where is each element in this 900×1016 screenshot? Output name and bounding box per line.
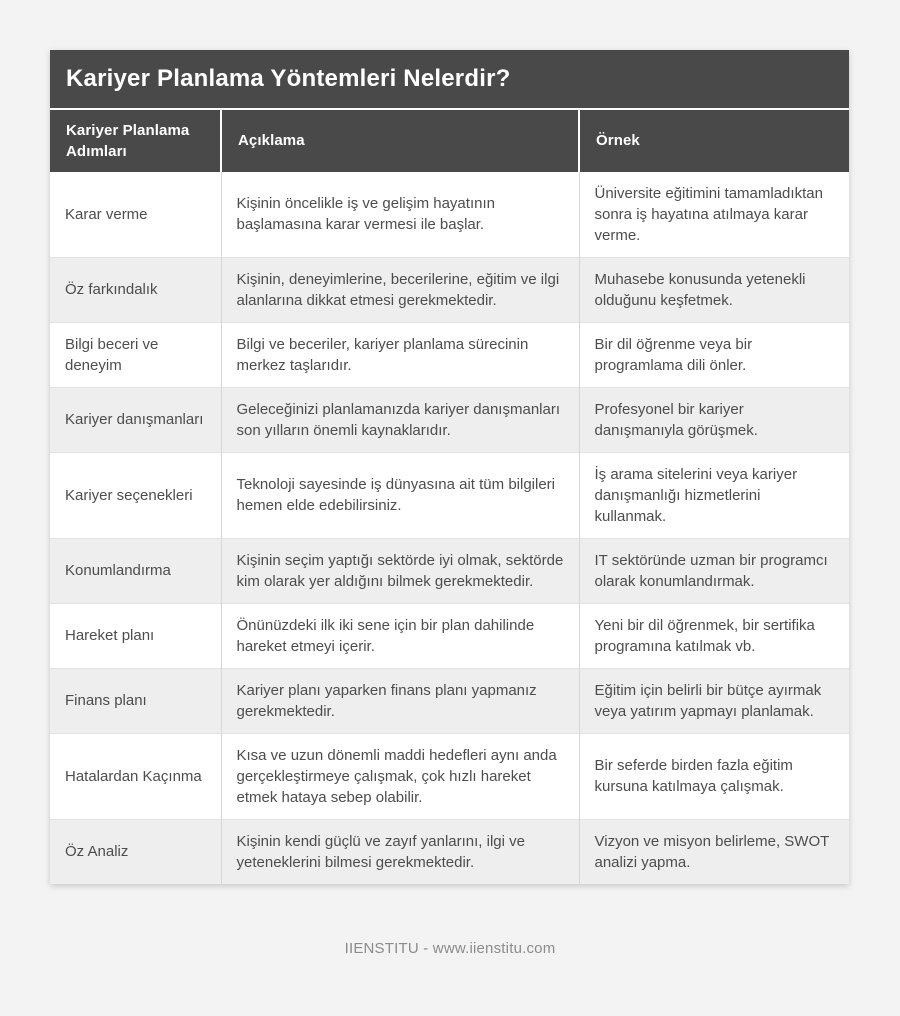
table-row [50,603,849,668]
description-cell: Kariyer planı yaparken finans planı yapmanız gerekmektedir. [221,668,579,733]
table-body [50,172,849,884]
column-header-example: Örnek [579,109,849,172]
table-row [50,819,849,884]
column-header-steps: Kariyer Planlama Adımları [50,109,221,172]
column-header-description: Açıklama [221,109,579,172]
example-cell: Yeni bir dil öğrenmek, bir sertifika programına katılmak vb. [579,603,849,668]
table-row [50,733,849,819]
example-cell: Bir seferde birden fazla eğitim kursuna katılmaya çalışmak. [579,733,849,819]
example-cell: İş arama sitelerini veya kariyer danışmanlığı hizmetlerini kullanmak. [579,452,849,538]
step-cell: Öz Analiz [50,819,221,884]
table-row [50,172,849,258]
example-cell: IT sektöründe uzman bir programcı olarak konumlandırmak. [579,538,849,603]
table-row [50,668,849,733]
step-cell: Kariyer danışmanları [50,387,221,452]
career-planning-table [50,108,849,884]
table-row [50,452,849,538]
example-cell: Muhasebe konusunda yetenekli olduğunu keşfetmek. [579,257,849,322]
step-cell: Karar verme [50,172,221,258]
table-row [50,387,849,452]
footer-credit: IIENSTITU - www.iienstitu.com [344,940,556,957]
description-cell: Bilgi ve beceriler, kariyer planlama sürecinin merkez taşlarıdır. [221,322,579,387]
example-cell: Profesyonel bir kariyer danışmanıyla görüşmek. [579,387,849,452]
step-cell: Hareket planı [50,603,221,668]
example-cell: Üniversite eğitimini tamamladıktan sonra iş hayatına atılmaya karar verme. [579,172,849,258]
step-cell: Öz farkındalık [50,257,221,322]
example-cell: Bir dil öğrenme veya bir programlama dili önler. [579,322,849,387]
description-cell: Teknoloji sayesinde iş dünyasına ait tüm bilgileri hemen elde edebilirsiniz. [221,452,579,538]
description-cell: Kısa ve uzun dönemli maddi hedefleri aynı anda gerçekleştirmeye çalışmak, çok hızlı hareket etmek hataya sebep olabilir. [221,733,579,819]
career-planning-table-card [50,50,849,884]
description-cell: Kişinin öncelikle iş ve gelişim hayatının başlamasına karar vermesi ile başlar. [221,172,579,258]
example-cell: Vizyon ve misyon belirleme, SWOT analizi yapma. [579,819,849,884]
step-cell: Kariyer seçenekleri [50,452,221,538]
description-cell: Geleceğinizi planlamanızda kariyer danışmanları son yılların önemli kaynaklarıdır. [221,387,579,452]
step-cell: Konumlandırma [50,538,221,603]
description-cell: Kişinin seçim yaptığı sektörde iyi olmak, sektörde kim olarak yer aldığını bilmek gerekmektedir. [221,538,579,603]
step-cell: Bilgi beceri ve deneyim [50,322,221,387]
table-header [50,109,849,172]
step-cell: Hatalardan Kaçınma [50,733,221,819]
step-cell: Finans planı [50,668,221,733]
page-title: Kariyer Planlama Yöntemleri Nelerdir? [50,50,849,108]
table-row [50,322,849,387]
description-cell: Kişinin kendi güçlü ve zayıf yanlarını, ilgi ve yeteneklerini bilmesi gerekmektedir. [221,819,579,884]
table-row [50,257,849,322]
description-cell: Önünüzdeki ilk iki sene için bir plan dahilinde hareket etmeyi içerir. [221,603,579,668]
example-cell: Eğitim için belirli bir bütçe ayırmak veya yatırım yapmayı planlamak. [579,668,849,733]
table-row [50,538,849,603]
header-row [50,109,849,172]
description-cell: Kişinin, deneyimlerine, becerilerine, eğitim ve ilgi alanlarına dikkat etmesi gerekmektedir. [221,257,579,322]
